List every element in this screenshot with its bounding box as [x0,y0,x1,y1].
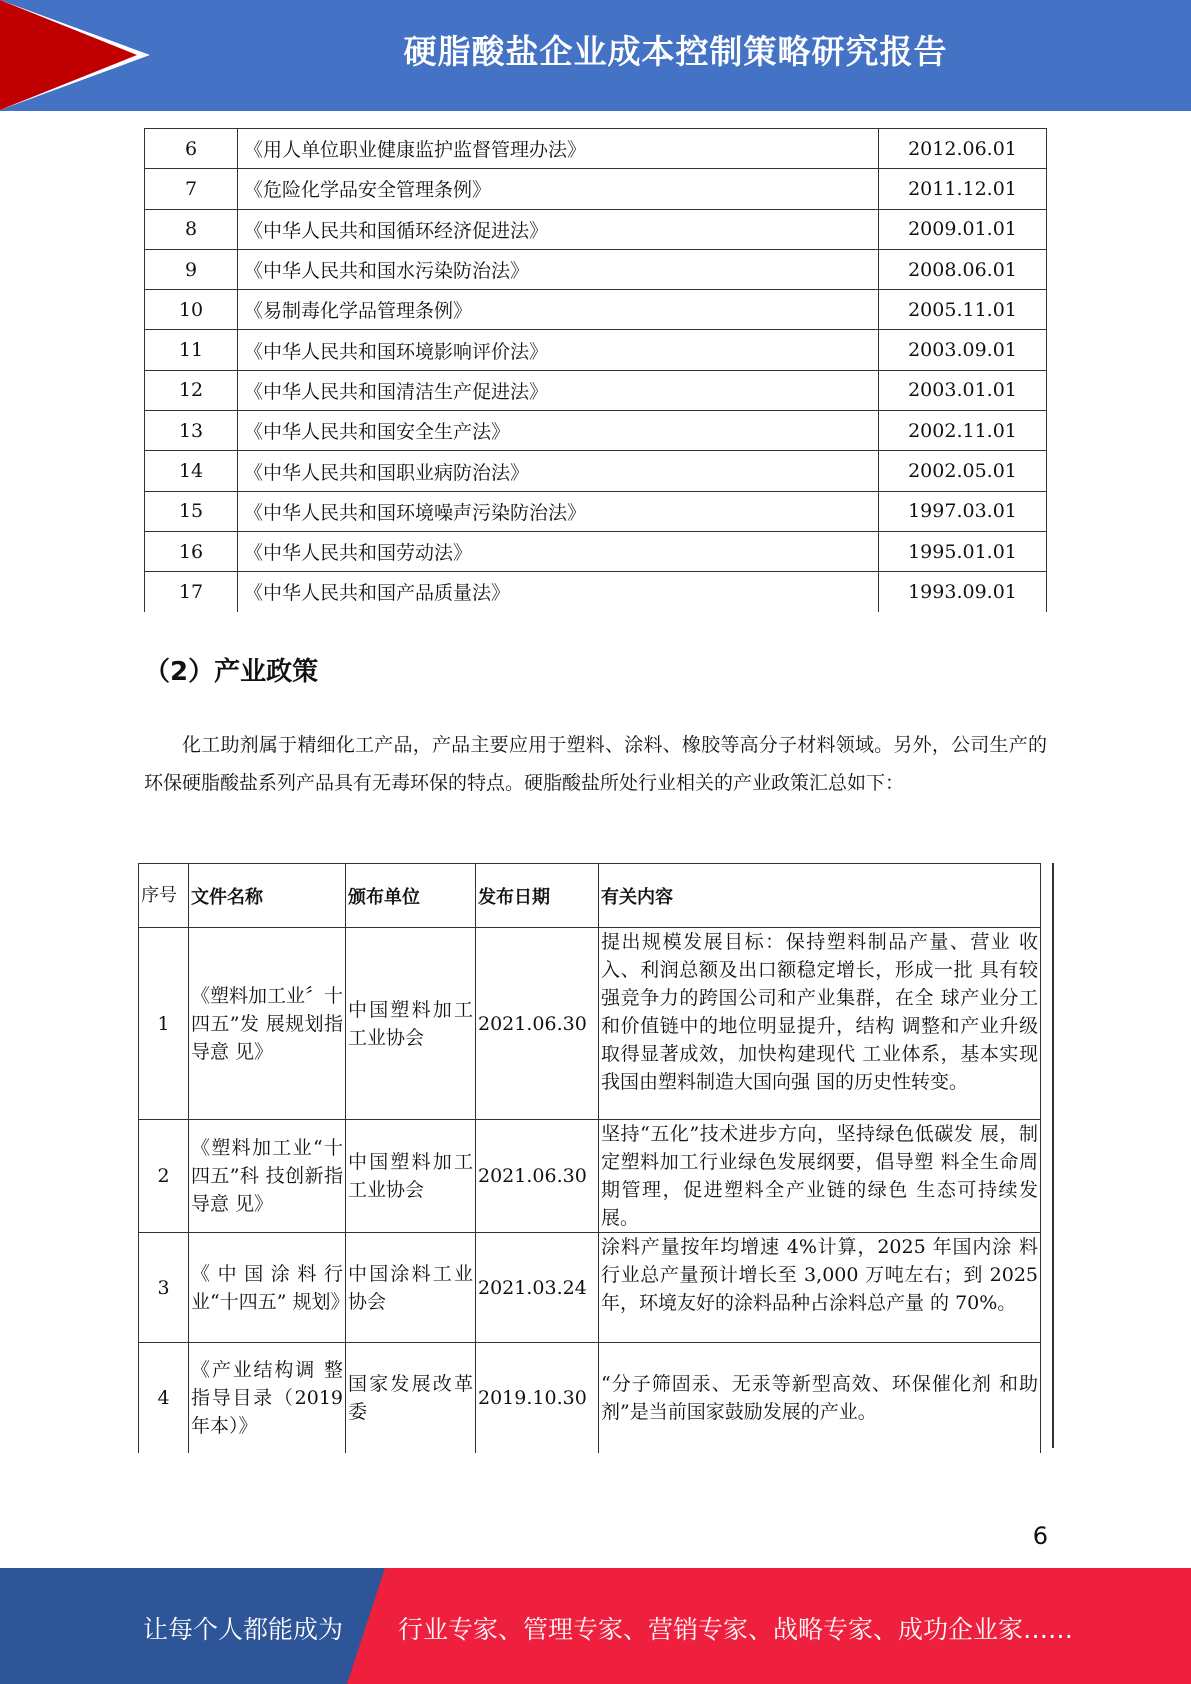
law-name: 《中华人民共和国清洁生产促进法》 [238,370,879,410]
policy-date: 2021.03.24 [476,1233,599,1343]
law-name: 《危险化学品安全管理条例》 [238,169,879,209]
law-name: 《中华人民共和国劳动法》 [238,531,879,571]
table-edge-line [1052,863,1054,1448]
row-number: 9 [145,249,238,289]
table-row [145,531,1047,571]
policy-issuer: 国家发展改革委 [346,1343,476,1453]
policy-date: 2021.06.30 [476,1120,599,1233]
law-date: 1997.03.01 [879,491,1047,531]
report-title: 硬脂酸盐企业成本控制策略研究报告 [403,32,948,71]
page-number: 6 [1032,1522,1048,1550]
body-paragraph: 化工助剂属于精细化工产品，产品主要应用于塑料、涂料、橡胶等高分子材料领域。另外，公司生产的环保硬脂酸盐系列产品具有无毒环保的特点。硬脂酸盐所处行业相关的产业政策汇总如下： [144,734,1047,794]
row-number: 14 [145,451,238,491]
policy-name: 《塑料加工业〞十四五”发 展规划指导意 见》 [189,928,346,1120]
policy-name: 《中国涂料行 业“十四五” 规划》 [189,1233,346,1343]
law-date: 2002.05.01 [879,451,1047,491]
header-content: 有关内容 [599,864,1041,928]
table-row [145,330,1047,370]
policy-issuer: 中国涂料工业协会 [346,1233,476,1343]
table-row [145,572,1047,612]
policy-content: “分子筛固汞、无汞等新型高效、环保催化剂 和助剂”是当前国家鼓励发展的产业。 [599,1343,1041,1453]
row-number: 7 [145,169,238,209]
header-name: 文件名称 [189,864,346,928]
policy-content: 提出规模发展目标：保持塑料制品产量、营业 收入、利润总额及出口额稳定增长，形成一批 具有较强竞争力的跨国公司和产业集群，在全 球产业分工和价值链中的地位明显提升，结构 调整和产业升级取得显著成效，加快构建现代 工业体系，基本实现我国由塑料制造大国向强 国的历史性转变。 [599,928,1041,1120]
header-issuer: 颁布单位 [346,864,476,928]
law-date: 1993.09.01 [879,572,1047,612]
law-date: 2011.12.01 [879,169,1047,209]
row-number: 8 [145,209,238,249]
table-row [145,491,1047,531]
law-table [144,128,1047,612]
footer-slogan-right: 行业专家、管理专家、营销专家、战略专家、成功企业家…… [398,1615,1074,1644]
policy-date: 2021.06.30 [476,928,599,1120]
policy-date: 2019.10.30 [476,1343,599,1453]
row-number: 1 [139,928,189,1120]
table-row [145,169,1047,209]
law-date: 2012.06.01 [879,129,1047,169]
law-date: 2008.06.01 [879,249,1047,289]
row-number: 17 [145,572,238,612]
table-row [145,290,1047,330]
section-heading: （2）产业政策 [144,657,319,687]
table-row [145,370,1047,410]
law-name: 《中华人民共和国环境影响评价法》 [238,330,879,370]
table-row [145,411,1047,451]
row-number: 13 [145,411,238,451]
table-row [145,209,1047,249]
header-no: 序号 [139,864,189,928]
row-number: 3 [139,1233,189,1343]
law-name: 《中华人民共和国循环经济促进法》 [238,209,879,249]
policy-content: 坚持“五化”技术进步方向，坚持绿色低碳发 展，制定塑料加工行业绿色发展纲要，倡导塑 料全生命周期管理，促进塑料全产业链的绿色 生态可持续发展。 [599,1120,1041,1233]
table-row [145,129,1047,169]
law-name: 《中华人民共和国产品质量法》 [238,572,879,612]
policy-table [138,863,1041,1453]
law-date: 2005.11.01 [879,290,1047,330]
row-number: 12 [145,370,238,410]
policy-content: 涂料产量按年均增速 4%计算，2025 年国内涂 料行业总产量预计增长至 3,000 万吨左右；到 2025 年，环境友好的涂料品种占涂料总产量 的 70%。 [599,1233,1041,1343]
law-name: 《用人单位职业健康监护监督管理办法》 [238,129,879,169]
table-row [139,1343,1041,1453]
law-date: 2003.09.01 [879,330,1047,370]
row-number: 11 [145,330,238,370]
policy-name: 《塑料加工业“十四五”科 技创新指导意 见》 [189,1120,346,1233]
table-row [139,928,1041,1120]
law-date: 1995.01.01 [879,531,1047,571]
table-row [139,1233,1041,1343]
row-number: 15 [145,491,238,531]
table-header-row [139,864,1041,928]
table-row [139,1120,1041,1233]
law-name: 《易制毒化学品管理条例》 [238,290,879,330]
law-date: 2009.01.01 [879,209,1047,249]
row-number: 6 [145,129,238,169]
law-name: 《中华人民共和国水污染防治法》 [238,249,879,289]
policy-issuer: 中国塑料加工工业协会 [346,928,476,1120]
page-footer [0,1568,1191,1684]
header-date: 发布日期 [476,864,599,928]
law-name: 《中华人民共和国职业病防治法》 [238,451,879,491]
row-number: 2 [139,1120,189,1233]
page-header [0,0,1191,111]
row-number: 16 [145,531,238,571]
footer-slogan-left: 让每个人都能成为 [143,1615,344,1644]
row-number: 10 [145,290,238,330]
law-name: 《中华人民共和国安全生产法》 [238,411,879,451]
header-arrow-decoration [0,0,137,110]
law-date: 2002.11.01 [879,411,1047,451]
law-name: 《中华人民共和国环境噪声污染防治法》 [238,491,879,531]
row-number: 4 [139,1343,189,1453]
table-row [145,451,1047,491]
table-row [145,249,1047,289]
law-date: 2003.01.01 [879,370,1047,410]
policy-name: 《产业结构调 整指导目录（2019 年本）》 [189,1343,346,1453]
policy-issuer: 中国塑料加工工业协会 [346,1120,476,1233]
